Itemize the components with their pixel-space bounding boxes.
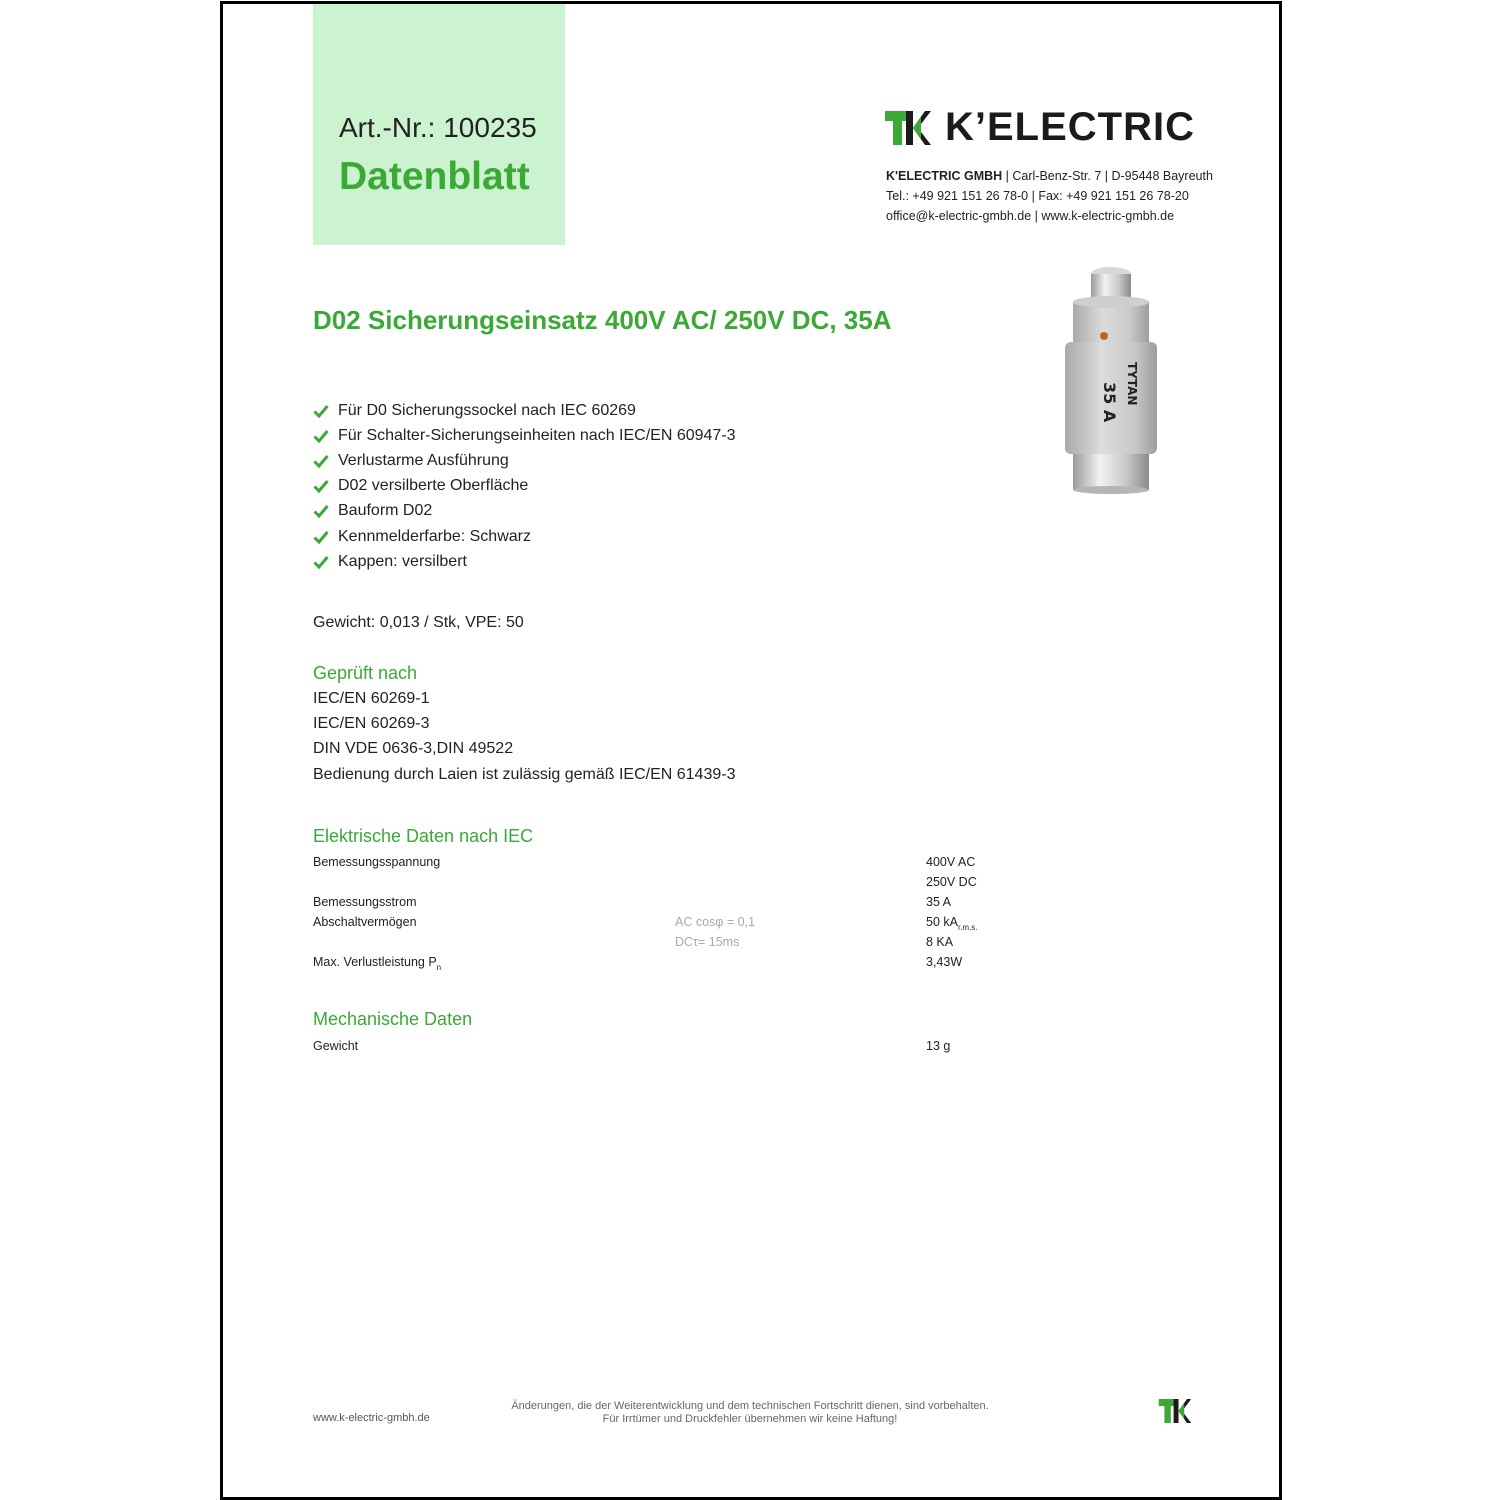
- spec-label: Abschaltvermögen: [313, 915, 417, 929]
- company-name: K'ELECTRIC GMBH: [886, 169, 1003, 183]
- table-row: [313, 875, 993, 895]
- product-title: D02 Sicherungseinsatz 400V AC/ 250V DC, 35A: [313, 305, 892, 335]
- footer-disclaimer: [500, 1400, 1000, 1426]
- checkmark-icon: [313, 429, 329, 443]
- spec-value: 250V DC: [926, 875, 977, 889]
- spec-condition: AC cosφ = 0,1: [675, 915, 756, 929]
- spec-label-subscript: n: [436, 963, 442, 972]
- mechanical-data-table: [313, 1039, 993, 1059]
- footer-logo-icon: [1158, 1399, 1192, 1423]
- footer-website: www.k-electric-gmbh.de: [313, 1412, 430, 1424]
- company-address-line: [886, 166, 1213, 186]
- checkmark-icon: [313, 530, 329, 544]
- norm-item: IEC/EN 60269-1: [313, 690, 430, 707]
- spec-label: Bemessungsspannung: [313, 855, 441, 869]
- feature-item: [313, 474, 736, 499]
- feature-text: Für D0 Sicherungssockel nach IEC 60269: [338, 401, 636, 419]
- checkmark-icon: [313, 555, 329, 569]
- k-electric-logo-icon: [885, 111, 931, 145]
- feature-text: Bauform D02: [338, 502, 433, 520]
- checkmark-icon: [313, 479, 329, 493]
- document-type-title: Datenblatt: [339, 155, 530, 198]
- spec-value: 3,43W: [926, 955, 963, 969]
- spec-value: 35 A: [926, 895, 952, 909]
- mechanical-section-title: Mechanische Daten: [313, 1009, 473, 1029]
- table-row: [313, 955, 993, 975]
- disclaimer-line: Für Irrtümer und Druckfehler übernehmen wir keine Haftung!: [602, 1413, 898, 1425]
- norm-item: DIN VDE 0636-3,DIN 49522: [313, 740, 514, 758]
- company-contact: [886, 166, 1213, 226]
- article-number: Art.-Nr.: 100235: [339, 112, 537, 143]
- checkmark-icon: [313, 504, 329, 518]
- company-email-web: office@k-electric-gmbh.de | www.k-electric-gmbh.de: [886, 209, 1175, 223]
- product-image-rating: 35 A: [1100, 382, 1119, 423]
- spec-condition: DCτ= 15ms: [675, 935, 740, 949]
- company-logo: [885, 105, 1195, 150]
- spec-value: 50 kA: [926, 915, 958, 929]
- electrical-data-table: [313, 855, 993, 975]
- feature-item: [313, 524, 736, 549]
- norm-item: Bedienung durch Laien ist zulässig gemäß IEC/EN 61439-3: [313, 765, 736, 783]
- electrical-section-title: Elektrische Daten nach IEC: [313, 826, 534, 846]
- spec-value-group: [926, 915, 978, 932]
- spec-value-subscript: r.m.s.: [957, 923, 978, 932]
- feature-item: [313, 499, 736, 524]
- disclaimer-line: Änderungen, die der Weiterentwicklung und dem technischen Fortschritt dienen, sind vorbehalten.: [511, 1400, 989, 1412]
- product-image-brand: TYTAN: [1125, 362, 1139, 406]
- table-row: [313, 915, 993, 935]
- feature-text: Verlustarme Ausführung: [338, 451, 509, 469]
- company-phone-fax: Tel.: +49 921 151 26 78-0 | Fax: +49 921 151 26 78-20: [886, 189, 1189, 203]
- feature-list: [313, 398, 736, 574]
- feature-item: [313, 423, 736, 448]
- feature-item: [313, 549, 736, 574]
- spec-label: Max. Verlustleistung P: [313, 955, 437, 969]
- weight-packaging-line: Gewicht: 0,013 / Stk, VPE: 50: [313, 614, 524, 631]
- spec-label: Gewicht: [313, 1039, 359, 1053]
- spec-label: Bemessungsstrom: [313, 895, 417, 909]
- brand-name: K’ELECTRIC: [945, 105, 1195, 149]
- feature-text: D02 versilberte Oberfläche: [338, 477, 529, 495]
- product-image: [1060, 262, 1160, 494]
- table-row: [313, 935, 993, 955]
- spec-label-group: [313, 955, 442, 972]
- feature-item: [313, 448, 736, 473]
- feature-text: Kennmelderfarbe: Schwarz: [338, 527, 531, 545]
- table-row: [313, 895, 993, 915]
- spec-value: 13 g: [926, 1039, 951, 1053]
- feature-text: Kappen: versilbert: [338, 552, 467, 570]
- spec-value: 8 KA: [926, 935, 954, 949]
- checkmark-icon: [313, 404, 329, 418]
- table-row: [313, 855, 993, 875]
- norm-item: IEC/EN 60269-3: [313, 715, 430, 733]
- tested-norms-list: [313, 688, 735, 789]
- checkmark-icon: [313, 454, 329, 468]
- feature-item: [313, 398, 736, 423]
- tested-section-title: Geprüft nach: [313, 663, 418, 683]
- spec-value: 400V AC: [926, 855, 976, 869]
- table-row: [313, 1039, 993, 1059]
- company-address: | Carl-Benz-Str. 7 | D-95448 Bayreuth: [1002, 169, 1213, 183]
- feature-text: Für Schalter-Sicherungseinheiten nach IEC/EN 60947-3: [338, 426, 736, 444]
